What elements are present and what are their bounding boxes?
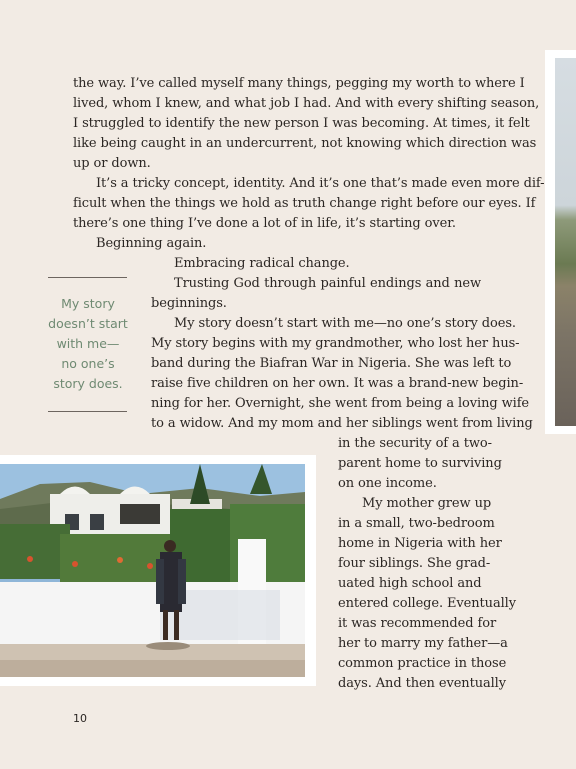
text-line: common practice in those [338, 656, 507, 671]
text-line: days. And then eventually [338, 676, 506, 691]
text-line: I struggled to identify the new person I was becoming. At times, it felt [73, 116, 530, 131]
text-line: it was recommended for [338, 616, 497, 631]
photo-illustration [0, 464, 305, 677]
pull-quote-line: with me— [56, 336, 120, 351]
text-line: there’s one thing I’ve done a lot of in life, it’s starting over. [73, 216, 456, 231]
text-line: on one income. [338, 476, 437, 491]
pull-quote-line: no one’s [61, 356, 115, 371]
text-line: in the security of a two- [338, 436, 492, 451]
text-line: like being caught in an undercurrent, not knowing which direction was [73, 136, 537, 151]
photo-woman-by-wall [0, 455, 316, 686]
text-line: uated high school and [338, 576, 482, 591]
page-number: 10 [73, 712, 87, 725]
text-line: My story begins with my grandmother, who lost her hus- [151, 336, 520, 351]
text-line: four siblings. She grad- [338, 556, 491, 571]
text-line: to a widow. And my mom and her siblings went from living [151, 416, 533, 431]
text-line: raise five children on her own. It was a brand-new begin- [151, 376, 524, 391]
text-line: band during the Biafran War in Nigeria. She was left to [151, 356, 512, 371]
text-line: up or down. [73, 156, 151, 171]
text-line: Trusting God through painful endings and new [174, 276, 481, 291]
text-line: It’s a tricky concept, identity. And it’s one that’s made even more dif- [96, 176, 545, 191]
text-line: beginnings. [151, 296, 227, 311]
text-line: My story doesn’t start with me—no one’s story does. [174, 316, 516, 331]
text-line: in a small, two-bedroom [338, 516, 495, 531]
landscape-photo [555, 58, 576, 426]
text-line: home in Nigeria with her [338, 536, 502, 551]
text-line: My mother grew up [362, 496, 492, 511]
text-line: entered college. Eventually [338, 596, 516, 611]
pull-quote-bottom-rule [48, 411, 127, 412]
text-line: the way. I’ve called myself many things, pegging my worth to where I [73, 76, 525, 91]
street-photo [0, 464, 305, 677]
text-line: lived, whom I knew, and what job I had. And with every shifting season, [73, 96, 540, 111]
pull-quote-line: story does. [53, 376, 123, 391]
pull-quote-top-rule [48, 277, 127, 278]
text-line: ning for her. Overnight, she went from being a loving wife [151, 396, 529, 411]
text-line: Beginning again. [96, 236, 207, 251]
text-line: parent home to surviving [338, 456, 502, 471]
text-line: her to marry my father—a [338, 636, 508, 651]
pull-quote-line: doesn’t start [48, 316, 128, 331]
pull-quote-line: My story [61, 296, 115, 311]
photo-right-edge [545, 50, 576, 434]
text-line: ficult when the things we hold as truth change right before our eyes. If [73, 196, 536, 211]
text-line: Embracing radical change. [174, 256, 350, 271]
